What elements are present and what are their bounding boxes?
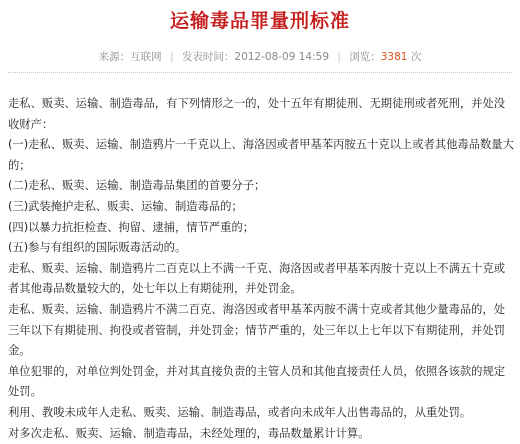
views-label: 浏览：	[349, 51, 381, 63]
published-label: 发表时间：	[182, 51, 235, 63]
source-value: 互联网	[130, 51, 162, 63]
title-divider	[8, 72, 512, 73]
article-body	[8, 94, 514, 444]
body-paragraph: 走私、贩卖、运输、制造鸦片二百克以上不满一千克、海洛因或者甲基苯丙胺十克以上不满五十克或者其他毒品数量较大的，处七年以上有期徒刑，并处罚金。	[8, 259, 514, 300]
body-paragraph: 对多次走私、贩卖、运输、制造毒品，未经处理的，毒品数量累计计算。	[8, 424, 514, 444]
views-unit: 次	[411, 51, 422, 63]
body-paragraph: 走私、贩卖、运输、制造毒品，有下列情形之一的，处十五年有期徒刑、无期徒刑或者死刑，并处没收财产：	[8, 94, 514, 135]
body-paragraph: 利用、教唆未成年人走私、贩卖、运输、制造毒品，或者向未成年人出售毒品的，从重处罚。	[8, 403, 514, 424]
views-count: 3381	[381, 51, 408, 63]
body-paragraph: (四)以暴力抗拒检查、拘留、逮捕，情节严重的；	[8, 218, 514, 239]
body-paragraph: 走私、贩卖、运输、制造鸦片不满二百克、海洛因或者甲基苯丙胺不满十克或者其他少量毒品的，处三年以下有期徒刑、拘役或者管制，并处罚金；情节严重的，处三年以上七年以下有期徒刑，并处罚金。	[8, 300, 514, 362]
body-paragraph: (一)走私、贩卖、运输、制造鸦片一千克以上、海洛因或者甲基苯丙胺五十克以上或者其他毒品数量大的；	[8, 135, 514, 176]
meta-separator: |	[337, 51, 341, 63]
article-title: 运输毒品罪量刑标准	[0, 8, 520, 34]
meta-separator: |	[170, 51, 174, 63]
body-paragraph: (二)走私、贩卖、运输、制造毒品集团的首要分子；	[8, 176, 514, 197]
published-value: 2012-08-09 14:59	[234, 51, 329, 63]
body-paragraph: (三)武装掩护走私、贩卖、运输、制造毒品的；	[8, 197, 514, 218]
article-meta	[0, 50, 520, 64]
source-label: 来源：	[99, 51, 131, 63]
body-paragraph: 单位犯罪的，对单位判处罚金，并对其直接负责的主管人员和其他直接责任人员，依照各该款的规定处罚。	[8, 362, 514, 403]
body-paragraph: (五)参与有组织的国际贩毒活动的。	[8, 238, 514, 259]
